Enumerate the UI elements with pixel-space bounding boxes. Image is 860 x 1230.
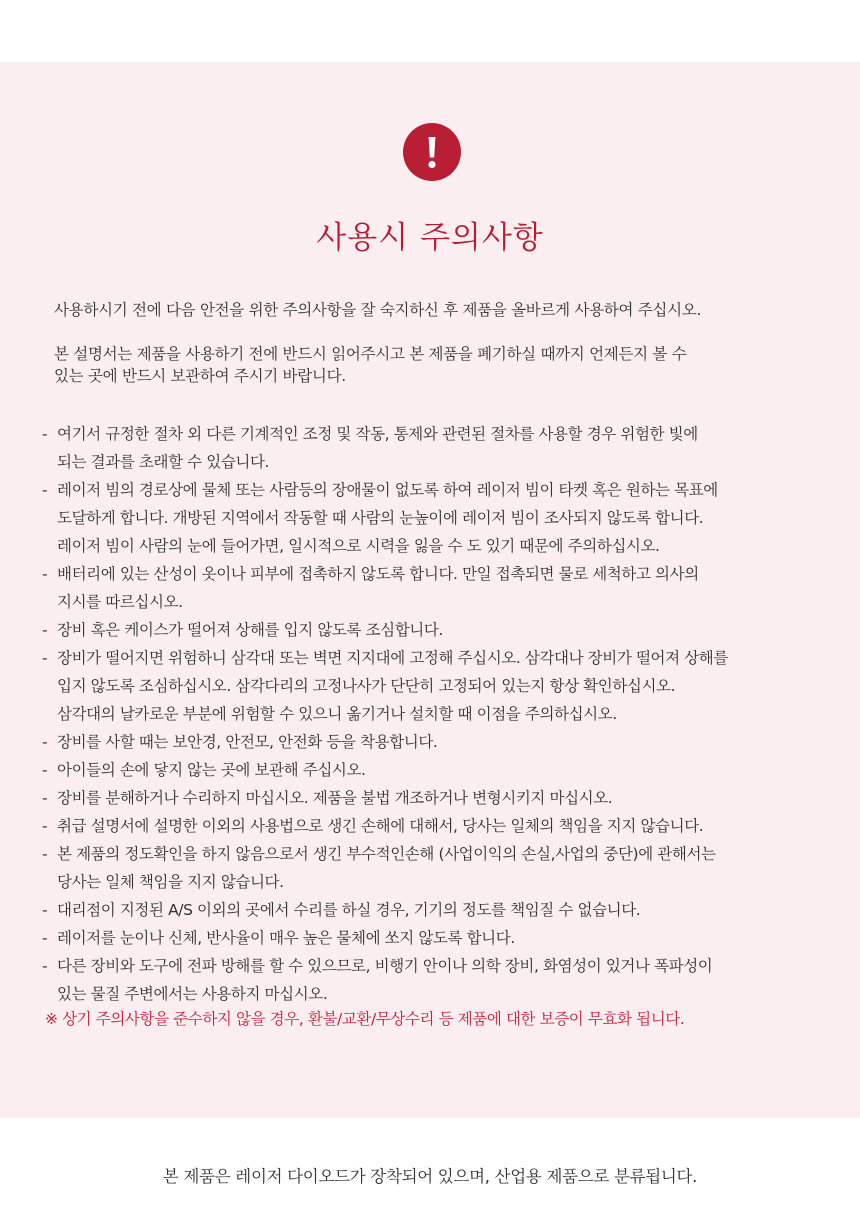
bullet-dash: - — [42, 817, 48, 835]
product-classification-note: 본 제품은 레이저 다이오드가 장착되어 있으며, 산업용 제품으로 분류됩니다. — [162, 1167, 698, 1186]
caution-text-line: 되는 결과를 초래할 수 있습니다. — [57, 453, 270, 471]
caution-item — [42, 756, 842, 784]
caution-text-line: 아이들의 손에 닿지 않는 곳에 보관해 주십시오. — [57, 761, 366, 779]
bullet-dash: - — [42, 761, 48, 779]
caution-item — [42, 560, 842, 616]
caution-item — [42, 476, 842, 560]
caution-item — [42, 784, 842, 812]
caution-text-line: 입지 않도록 조심하십시오. 삼각다리의 고정나사가 단단히 고정되어 있는지 항상 확인하십시오. — [57, 677, 676, 695]
manual-storage-line-1: 본 설명서는 제품을 사용하기 전에 반드시 읽어주시고 본 제품을 폐기하실 때까지 언제든지 볼 수 — [54, 345, 687, 363]
caution-list — [42, 420, 842, 1008]
caution-item — [42, 952, 842, 1008]
caution-text-line: 레이저를 눈이나 신체, 반사율이 매우 높은 물체에 쏘지 않도록 합니다. — [57, 929, 515, 947]
caution-text-line: 장비가 떨어지면 위험하니 삼각대 또는 벽면 지지대에 고정해 주십시오. 삼각대나 장비가 떨어져 상해를 — [57, 649, 728, 667]
bullet-dash: - — [42, 901, 48, 919]
manual-storage-line-2: 있는 곳에 반드시 보관하여 주시기 바랍니다. — [54, 367, 346, 385]
caution-item — [42, 812, 842, 840]
bullet-dash: - — [42, 649, 48, 667]
bullet-dash: - — [42, 789, 48, 807]
caution-text-line: 삼각대의 날카로운 부분에 위험할 수 있으니 옮기거나 설치할 때 이점을 주의하십시오. — [57, 705, 617, 723]
caution-text-line: 취급 설명서에 설명한 이외의 사용법으로 생긴 손해에 대해서, 당사는 일체의 책임을 지지 않습니다. — [57, 817, 704, 835]
warranty-notice: ※ 상기 주의사항을 준수하지 않을 경우, 환불/교환/무상수리 등 제품에 대한 보증이 무효화 됩니다. — [45, 1010, 685, 1028]
caution-text-line: 장비를 사할 때는 보안경, 안전모, 안전화 등을 착용합니다. — [57, 733, 438, 751]
caution-item — [42, 644, 842, 728]
caution-item — [42, 924, 842, 952]
caution-text-line: 당사는 일체 책임을 지지 않습니다. — [57, 873, 284, 891]
caution-text-line: 다른 장비와 도구에 전파 방해를 할 수 있으므로, 비행기 안이나 의학 장비, 화염성이 있거나 폭파성이 — [57, 957, 713, 975]
caution-item — [42, 896, 842, 924]
caution-text-line: 본 제품의 정도확인을 하지 않음으로서 생긴 부수적인손해 (사업이익의 손실,사업의 중단)에 관해서는 — [57, 845, 716, 863]
bullet-dash: - — [42, 929, 48, 947]
page-title: 사용시 주의사항 — [316, 220, 544, 256]
caution-text-line: 레이저 빔의 경로상에 물체 또는 사람등의 장애물이 없도록 하여 레이저 빔이 타켓 혹은 원하는 목표에 — [57, 481, 718, 499]
caution-item — [42, 616, 842, 644]
caution-text-line: 도달하게 합니다. 개방된 지역에서 작동할 때 사람의 눈높이에 레이저 빔이 조사되지 않도록 합니다. — [57, 509, 704, 527]
caution-text-line: 있는 물질 주변에서는 사용하지 마십시오. — [57, 985, 328, 1003]
bullet-dash: - — [42, 481, 48, 499]
bullet-dash: - — [42, 565, 48, 583]
caution-text-line: 장비를 분해하거나 수리하지 마십시오. 제품을 불법 개조하거나 변형시키지 마십시오. — [57, 789, 613, 807]
bullet-dash: - — [42, 845, 48, 863]
caution-text-line: 여기서 규정한 절차 외 다른 기계적인 조정 및 작동, 통제와 관련된 절차를 사용할 경우 위험한 빛에 — [57, 425, 698, 443]
bullet-dash: - — [42, 425, 48, 443]
caution-text-line: 레이저 빔이 사람의 눈에 들어가면, 일시적으로 시력을 잃을 수 도 있기 때문에 주의하십시오. — [57, 537, 660, 555]
bullet-dash: - — [42, 733, 48, 751]
caution-item — [42, 840, 842, 896]
caution-item — [42, 728, 842, 756]
caution-text-line: 장비 혹은 케이스가 떨어져 상해를 입지 않도록 조심합니다. — [57, 621, 443, 639]
bullet-dash: - — [42, 621, 48, 639]
caution-text-line: 배터리에 있는 산성이 옷이나 피부에 접촉하지 않도록 합니다. 만일 접촉되면 물로 세척하고 의사의 — [57, 565, 699, 583]
manual-storage-paragraph — [54, 343, 814, 387]
caution-text-line: 대리점이 지정된 A/S 이외의 곳에서 수리를 하실 경우, 기기의 정도를 책임질 수 없습니다. — [57, 901, 641, 919]
exclamation-circle-icon — [403, 123, 461, 181]
caution-item — [42, 420, 842, 476]
caution-text-line: 지시를 따르십시오. — [57, 593, 183, 611]
intro-paragraph: 사용하시기 전에 다음 안전을 위한 주의사항을 잘 숙지하신 후 제품을 올바르게 사용하여 주십시오. — [54, 301, 702, 319]
bullet-dash: - — [42, 957, 48, 975]
